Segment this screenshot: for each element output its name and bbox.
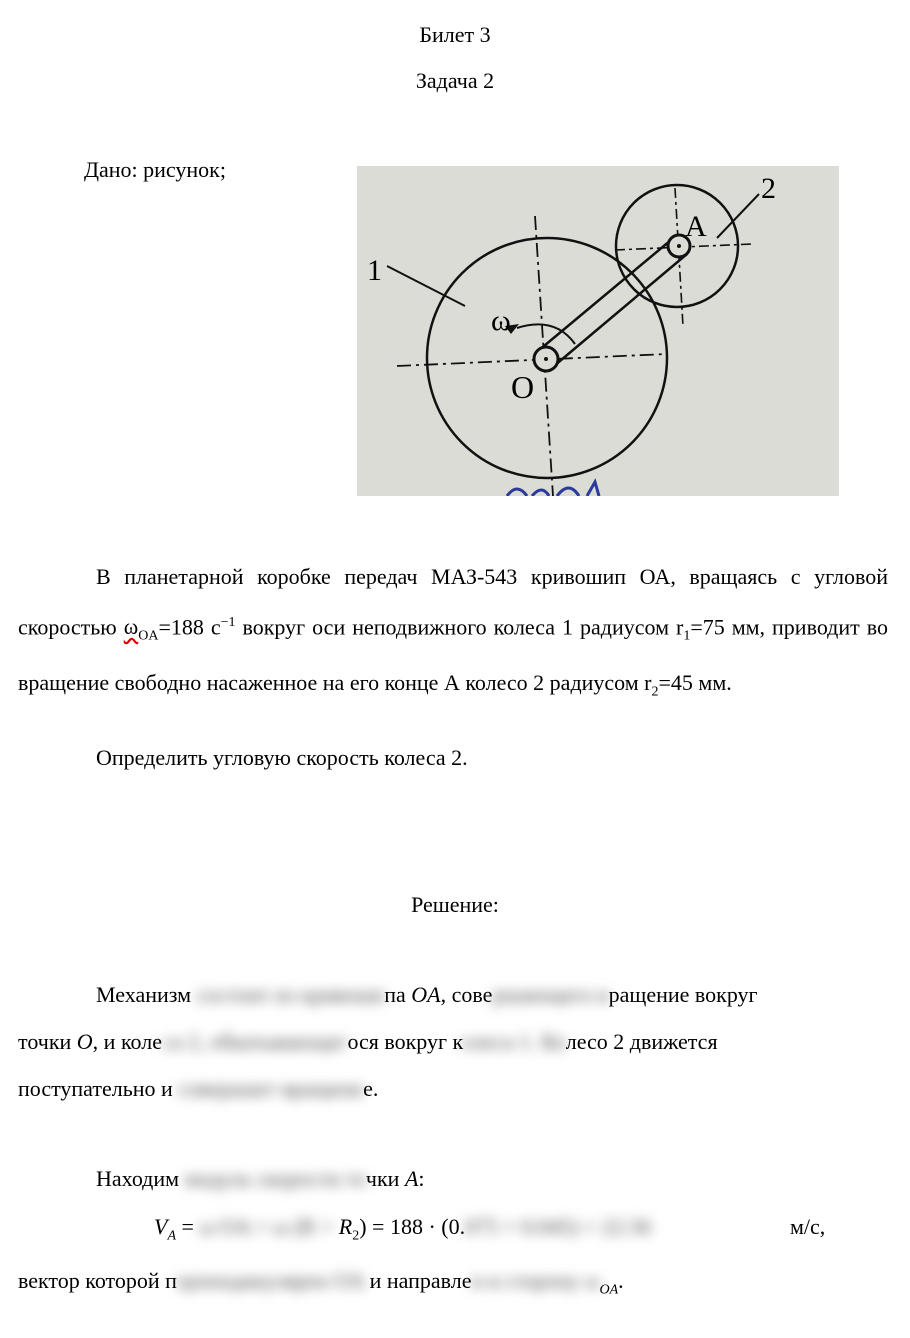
leader-1	[387, 266, 465, 306]
velocity-formula: $V_A = \omega$ OA = ω $(R + R_2) = 188 \cdot (0.075 + 0.045) = 22.56$	[154, 1214, 652, 1244]
axis-horizontal-1	[397, 354, 667, 366]
problem-statement: В планетарной коробке передач МАЗ-543 кривошип ОА, вращаясь с угловой скоростью $\omega_{OA}=188$ $с^{-1}$ вокруг оси неподвижного колеса 1 радиусом $r_1=75$ мм, приводит во вращение свободно насаженное на его конце А колесо 2 радиусом $r_2=45$ мм.	[18, 564, 888, 700]
solution-line-1: Механизм состоит из кривошипа OA, совершающего вращение вокруг	[96, 982, 758, 1007]
label-O: O	[511, 369, 535, 405]
solution-line-5: вектор которой перпендикулярен OA и направлен в сторону $\omega_{OA}$.	[18, 1268, 624, 1298]
solution-line-3: поступательно и совершает вращение.	[18, 1076, 379, 1101]
problem-question: Определить угловую скорость колеса 2.	[96, 745, 468, 770]
leader-2	[717, 194, 759, 238]
label-omega: ω	[491, 304, 511, 337]
mechanism-drawing	[357, 166, 839, 496]
label-A: A	[685, 210, 707, 243]
crank-edge-1	[538, 240, 671, 351]
solution-line-2: точки O, и колеса 2, обкатывающегося вокруг колеса 1. Колесо 2 движется	[18, 1029, 718, 1054]
ticket-title: Билет 3	[419, 22, 491, 47]
solution-line-4: Находим модуль скорости точки A:	[96, 1166, 425, 1191]
label-2: 2	[761, 172, 776, 205]
solution-heading: Решение:	[411, 892, 499, 917]
mechanism-figure	[357, 166, 839, 496]
task-title: Задача 2	[415, 68, 495, 93]
given-label: Дано: рисунок;	[84, 157, 226, 182]
velocity-unit: м/с,	[790, 1214, 826, 1239]
label-1: 1	[367, 254, 382, 287]
